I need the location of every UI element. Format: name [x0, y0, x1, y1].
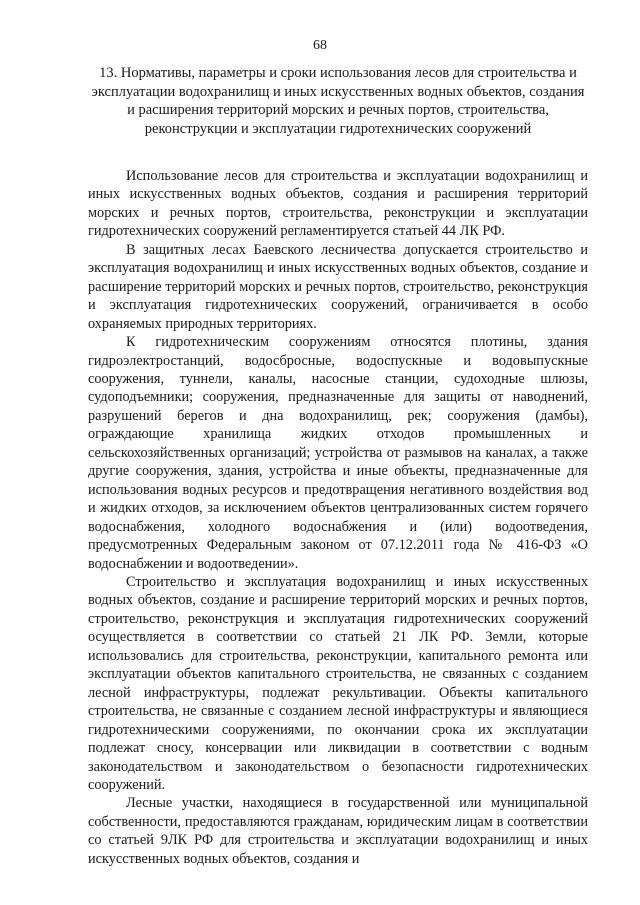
section-heading: 13. Нормативы, параметры и сроки использования лесов для строительства и эксплуатации водохранилищ и иных искусственных водных объектов, создания и расширения территорий морских и речных портов, строительства, реконструкции и эксплуатации гидротехнических сооружений — [91, 65, 585, 137]
section-body — [88, 167, 588, 868]
paragraph: Использование лесов для строительства и эксплуатации водохранилищ и иных искусственных водных объектов, создания и расширения территорий морских и речных портов, строительства, реконструкции и эксплуатации гидротехнических сооружений регламентируется статьей 44 ЛК РФ. — [88, 168, 588, 240]
paragraph: Лесные участки, находящиеся в государственной или муниципальной собственности, предоставляются гражданам, юридическим лицам в соответствии со статьей 9ЛК РФ для строительства и эксплуатации водохранилищ и иных искусственных водных объектов, создания и — [88, 795, 588, 867]
paragraph: В защитных лесах Баевского лесничества допускается строительство и эксплуатация водохранилищ и иных искусственных водных объектов, создание и расширение территорий морских и речных портов, строительство, реконструкция и эксплуатация гидротехнических сооружений, ограничивается в особо охраняемых природных территориях. — [88, 241, 588, 332]
paragraph: Строительство и эксплуатация водохранилищ и иных искусственных водных объектов, создание и расширение территорий морских и речных портов, строительство, реконструкция и эксплуатация гидротехнических сооружений осуществляется в соответствии со статьей 21 ЛК РФ. Земли, которые использовались для строительства, реконструкции, капитального ремонта или эксплуатации объектов капитального строительства, не связанных с созданием лесной инфраструктуры, подлежат рекультивации. Объекты капитального строительства, не связанные с созданием лесной инфраструктуры и являющиеся гидротехническими сооружениями, по окончании срока их эксплуатации подлежат сносу, консервации или ликвидации в соответствии с водным законодательством и законодательством о безопасности гидротехнических сооружений. — [88, 573, 588, 793]
paragraph: К гидротехническим сооружениям относятся плотины, здания гидроэлектростанций, водосбросные, водоспускные и водовыпускные сооружения, туннели, каналы, насосные станции, судоходные шлюзы, судоподъемники; сооружения, предназначенные для защиты от наводнений, разрушений берегов и дна водохранилищ, рек; сооружения (дамбы), ограждающие хранилища жидких отходов промышленных и сельскохозяйственных организаций; устройства от размывов на каналах, а также другие сооружения, здания, устройства и иные объекты, предназначенные для использования водных ресурсов и предотвращения негативного воздействия вод и жидких отходов, за исключением объектов централизованных систем горячего водоснабжения, холодного водоснабжения и (или) водоотведения, предусмотренных Федеральным законом от 07.12.2011 года № 416-ФЗ «О водоснабжении и водоотведении». — [88, 334, 588, 572]
page-number: 68 — [313, 38, 327, 53]
